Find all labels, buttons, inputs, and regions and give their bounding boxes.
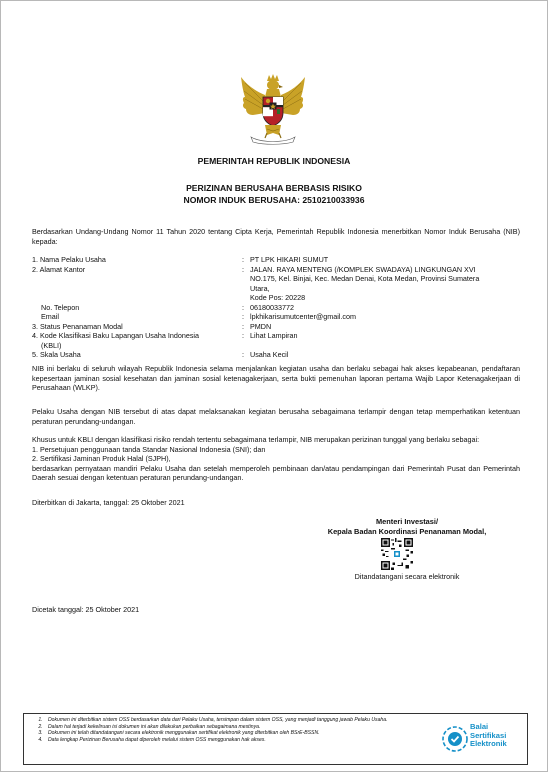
phone-value: 06180033772 bbox=[250, 302, 294, 312]
government-title: PEMERINTAH REPUBLIK INDONESIA bbox=[197, 156, 351, 166]
activity-paragraph: Pelaku Usaha dengan NIB tersebut di atas dapat melaksanakan kegiatan berusaha sebagaimana terlampir dengan tetap memperhatikan ketentuan peraturan perundang-undangan. bbox=[32, 407, 520, 426]
address-line-2: NO.175, Kel. Binjai, Kec. Medan Denai, Kota Medan, Provinsi Sumatera bbox=[250, 274, 480, 283]
field-label: 3. Status Penanaman Modal bbox=[32, 321, 123, 331]
field-colon: : bbox=[242, 350, 244, 359]
printed-date: Dicetak tanggal: 25 Oktober 2021 bbox=[32, 605, 140, 614]
field-label: 5. Skala Usaha bbox=[32, 350, 81, 359]
bse-wordmark bbox=[470, 723, 507, 749]
intro-paragraph: Berdasarkan Undang-Undang Nomor 11 Tahun 2020 tentang Cipta Kerja, Pemerintah Republik Indonesia menerbitkan Nomor Induk Berusaha (NIB) kepada: bbox=[32, 227, 520, 246]
title-line-1: PERIZINAN BERUSAHA BERBASIS RISIKO bbox=[186, 183, 362, 193]
kbli-low-risk-paragraph bbox=[32, 435, 520, 483]
field-row-kbli bbox=[32, 331, 520, 350]
signatory-title bbox=[291, 517, 523, 538]
kbli-outro: berdasarkan pernyataan mandiri Pelaku Usaha dan setelah memperoleh pembinaan dan/atau pendampingan dari Pemerintah Pusat dan Pemerintah Daerah sesuai dengan ketentuan peraturan perundang-undangan. bbox=[32, 463, 520, 482]
kbli-item-2: 2. Sertifikasi Jaminan Produk Halal (SJPH), bbox=[32, 454, 171, 463]
business-name-value: PT LPK HIKARI SUMUT bbox=[250, 255, 329, 264]
field-label: No. Telepon bbox=[41, 302, 80, 312]
qr-code-icon bbox=[381, 538, 413, 570]
field-colon: : bbox=[242, 321, 244, 331]
kbli-label-line-2: (KBLI) bbox=[41, 340, 62, 350]
field-colon: : bbox=[242, 312, 244, 321]
field-row-scale bbox=[32, 350, 520, 360]
investment-status-value: PMDN bbox=[250, 321, 272, 331]
email-value: lpkhikarisumutcenter@gmail.com bbox=[250, 312, 356, 321]
footer-note: 1. Dokumen ini diterbitkan sistem OSS berdasarkan data dari Pelaku Usaha, tersimpan dalam sistem OSS, yang menjadi tanggung jawab Pelaku Usaha. bbox=[44, 717, 429, 724]
signatory-line-2: Kepala Badan Koordinasi Penanaman Modal, bbox=[327, 527, 487, 537]
field-colon: : bbox=[242, 331, 244, 340]
address-postal-code: Kode Pos: 20228 bbox=[250, 293, 306, 302]
kbli-intro: Khusus untuk KBLI dengan klasifikasi risiko rendah tertentu sebagaimana terlampir, NIB merupakan perizinan tunggal yang berlaku sebagai: bbox=[32, 435, 480, 444]
field-row-name bbox=[32, 255, 520, 265]
electronic-signature-note: Ditandatangani secara elektronik bbox=[354, 572, 460, 581]
issued-date: Diterbitkan di Jakarta, tanggal: 25 Oktober 2021 bbox=[32, 498, 185, 507]
address-value bbox=[250, 265, 520, 303]
footer-note: 2. Dalam hal terjadi kekeliruan isi dokumen ini akan dilakukan perbaikan sebagaimana mestinya. bbox=[44, 724, 429, 731]
kbli-label-line-1: 4. Kode Klasifikasi Baku Lapangan Usaha Indonesia bbox=[32, 331, 200, 340]
footer-note: 3. Dokumen ini telah ditandatangani secara elektronik menggunakan sertifikat elektronik yang diterbitkan oleh BSrE-BSSN. bbox=[44, 730, 429, 737]
field-label: 1. Nama Pelaku Usaha bbox=[32, 255, 106, 264]
signatory-line-1: Menteri Investasi/ bbox=[375, 517, 439, 526]
field-colon: : bbox=[242, 255, 244, 264]
address-line-3: Utara, bbox=[250, 283, 270, 293]
address-line-1: JALAN. RAYA MENTENG (/KOMPLEK SWADAYA) LINGKUNGAN XVI bbox=[250, 264, 476, 274]
nib-number-line: NOMOR INDUK BERUSAHA: 2510210033936 bbox=[183, 195, 365, 206]
field-row-investment-status bbox=[32, 322, 520, 332]
field-row-phone bbox=[32, 303, 520, 313]
bse-line-1: Balai bbox=[470, 722, 489, 731]
field-colon: : bbox=[242, 264, 244, 274]
garuda-emblem-icon bbox=[239, 73, 307, 145]
footer-note: 4. Data lengkap Perizinan Berusaha dapat diperoleh melalui sistem OSS menggunakan hak akses. bbox=[44, 737, 429, 744]
field-colon: : bbox=[242, 302, 244, 312]
footer-notes-list bbox=[24, 714, 429, 743]
bse-logo bbox=[442, 720, 524, 760]
footer-notes-box bbox=[23, 713, 528, 765]
business-fields bbox=[32, 255, 520, 360]
field-row-address bbox=[32, 265, 520, 303]
bse-logo-icon bbox=[442, 726, 468, 752]
validity-paragraph: NIB ini berlaku di seluruh wilayah Republik Indonesia selama menjalankan kegiatan usaha dan berlaku sebagai hak akses kepabeanan, pendaftaran kepesertaan jaminan sosial kesehatan dan jaminan sosial ketenagakerjaan, serta bukti pemenuhan laporan pertama Wajib Lapor Ketenagakerjaan di Perusahaan (WLKP). bbox=[32, 364, 520, 392]
document-title bbox=[1, 182, 547, 207]
field-label-kbli bbox=[32, 331, 242, 350]
business-scale-value: Usaha Kecil bbox=[250, 350, 289, 359]
field-label: Email bbox=[41, 312, 59, 321]
kbli-item-1: 1. Persetujuan penggunaan tanda Standar Nasional Indonesia (SNI); dan bbox=[32, 444, 266, 454]
kbli-value: Lihat Lampiran bbox=[250, 331, 298, 340]
field-row-email bbox=[32, 312, 520, 322]
bse-line-2: Sertifikasi bbox=[470, 730, 507, 740]
field-label: 2. Alamat Kantor bbox=[32, 264, 86, 274]
bse-line-3: Elektronik bbox=[470, 739, 507, 749]
